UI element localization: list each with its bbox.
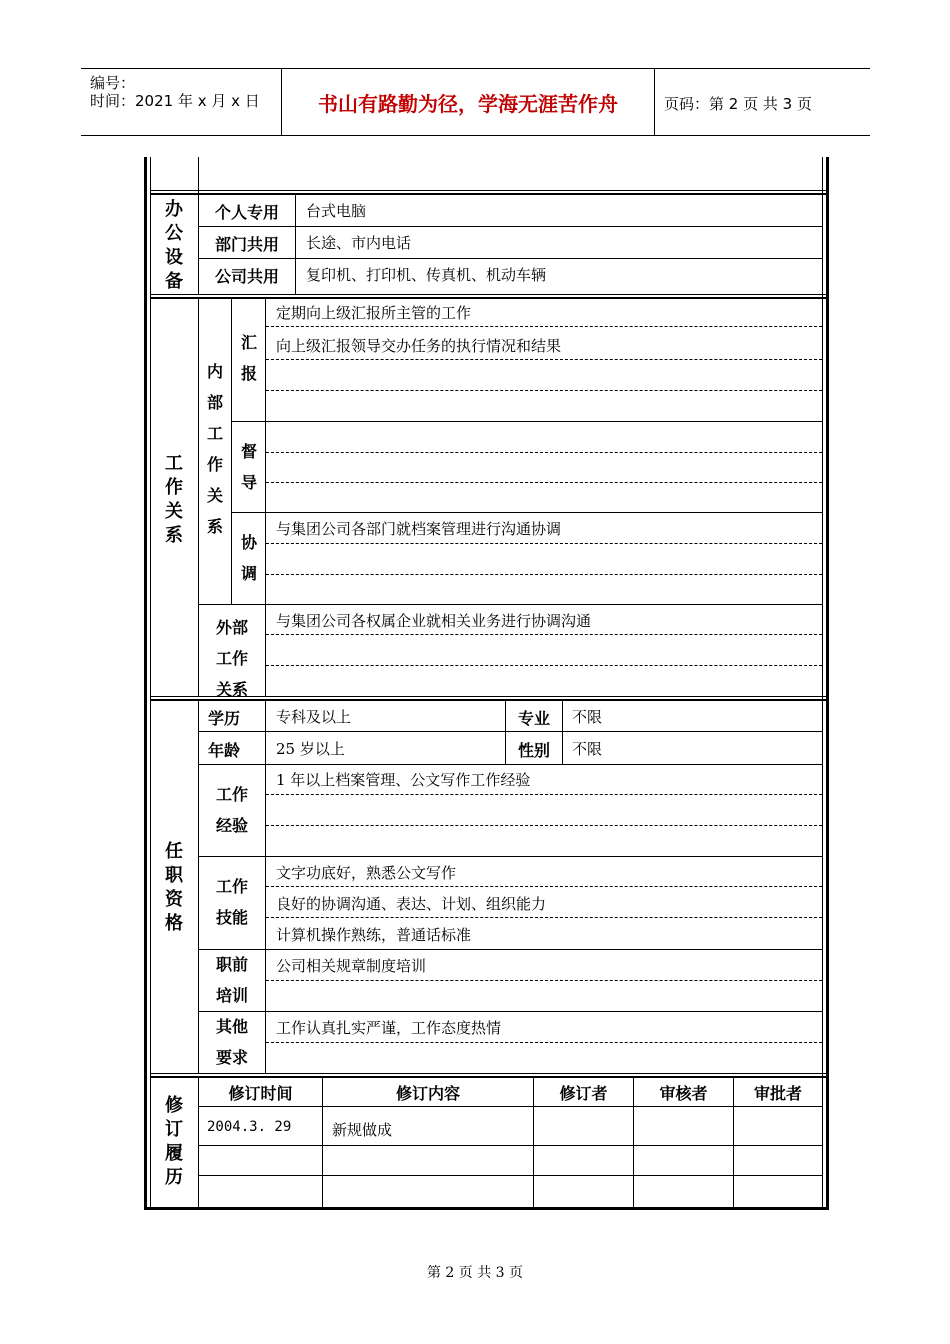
report-line-1: 定期向上级汇报所主管的工作 (276, 304, 472, 322)
revision-history-title: 修 订 履 历 (165, 1095, 183, 1188)
header-page-label: 页码：第 2 页 共 3 页 (664, 95, 812, 113)
outer-left-border (144, 157, 147, 1210)
training-line-1: 公司相关规章制度培训 (276, 957, 427, 975)
external-line-1: 与集团公司各权属企业就相关业务进行协调沟通 (276, 612, 592, 630)
revision-time-cell: 2004.3. 29 (207, 1119, 292, 1135)
skills-line-2: 良好的协调沟通、表达、计划、组织能力 (276, 895, 547, 913)
gender-value: 不限 (572, 740, 603, 758)
column-header-approver: 审批者 (753, 1084, 802, 1103)
experience-line-1: 1 年以上档案管理、公文写作工作经验 (276, 771, 531, 789)
supervise-title: 督 导 (240, 442, 257, 492)
header-top-rule (81, 68, 870, 69)
column-header-reviewer: 审核者 (659, 1084, 708, 1103)
document-time-label: 时间：2021 年 x 月 x 日 (90, 92, 260, 110)
outer-right-border (822, 157, 823, 1210)
column-header-time: 修订时间 (228, 1084, 293, 1103)
header-bottom-rule (81, 135, 870, 136)
document-number-label: 编号： (90, 74, 136, 92)
external-relations-title: 外部 工作 关系 (215, 618, 248, 699)
age-value: 25 岁以上 (276, 740, 345, 758)
department-shared-label: 部门共用 (214, 235, 279, 254)
education-value: 专科及以上 (276, 708, 352, 726)
gender-label: 性别 (517, 741, 550, 760)
experience-title: 工作 经验 (215, 785, 248, 835)
other-requirements-title: 其他 要求 (215, 1017, 248, 1067)
company-shared-value: 复印机、打印机、传真机、机动车辆 (306, 266, 547, 284)
training-title: 职前 培训 (215, 955, 248, 1005)
page-footer: 第 2 页 共 3 页 (426, 1265, 524, 1281)
personal-use-label: 个人专用 (214, 203, 279, 222)
department-shared-value: 长途、市内电话 (306, 234, 412, 252)
report-line-2: 向上级汇报领导交办任务的执行情况和结果 (276, 337, 562, 355)
other-line-1: 工作认真扎实严谨，工作态度热情 (276, 1019, 502, 1037)
column-header-reviser: 修订者 (559, 1084, 608, 1103)
company-shared-label: 公司共用 (214, 267, 279, 286)
header-divider-right (654, 68, 655, 135)
internal-relations-title: 内 部 工 作 关 系 (206, 362, 223, 536)
coordinate-title: 协 调 (240, 533, 257, 583)
header-slogan: 书山有路勤为径，学海无涯苦作舟 (318, 92, 618, 116)
section-divider (150, 190, 826, 191)
report-title: 汇 报 (240, 333, 257, 383)
education-label: 学历 (207, 709, 240, 728)
office-equipment-title: 办 公 设 备 (165, 199, 183, 292)
skills-line-1: 文字功底好，熟悉公文写作 (276, 864, 457, 882)
coordinate-line-1: 与集团公司各部门就档案管理进行沟通协调 (276, 520, 562, 538)
outer-bottom-border (144, 1207, 829, 1210)
major-value: 不限 (572, 708, 603, 726)
work-relations-title: 工 作 关 系 (165, 453, 183, 546)
age-label: 年龄 (207, 741, 240, 760)
personal-use-value: 台式电脑 (306, 202, 367, 220)
column-header-content: 修订内容 (395, 1084, 460, 1103)
skills-title: 工作 技能 (215, 877, 248, 927)
major-label: 专业 (517, 709, 550, 728)
skills-line-3: 计算机操作熟练，普通话标准 (276, 926, 472, 944)
revision-content-cell: 新规做成 (332, 1121, 393, 1139)
qualifications-title: 任 职 资 格 (165, 841, 183, 934)
